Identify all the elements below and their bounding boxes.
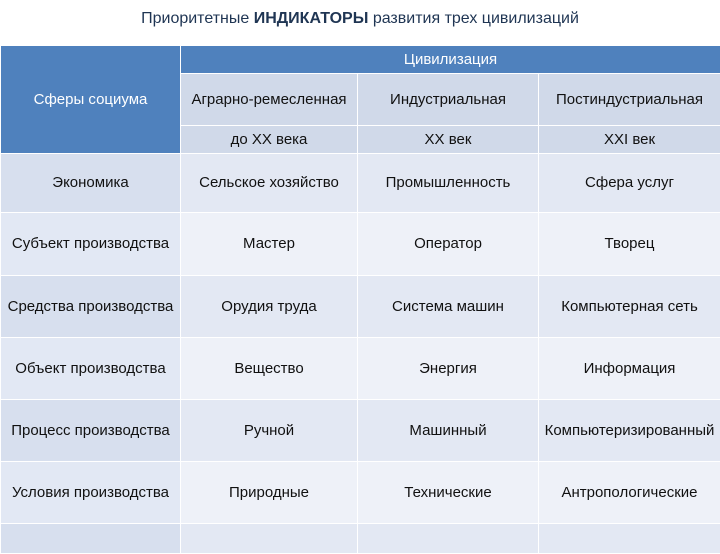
table-row [1, 154, 720, 213]
title-prefix: Приоритетные [141, 10, 249, 27]
group-header: Цивилизация [181, 46, 720, 74]
corner-header: Сферы социума [1, 46, 181, 154]
table-cell [358, 524, 539, 554]
table-cell: Оператор [358, 213, 539, 276]
row-label: Средства производства [1, 276, 181, 338]
table-row [1, 276, 720, 338]
table-cell: Антропологические [539, 462, 720, 524]
title-caps: ИНДИКАТОРЫ [254, 10, 369, 27]
table-cell: Машинный [358, 400, 539, 462]
row-label: Экономика [1, 154, 181, 213]
table-row [1, 338, 720, 400]
column-header-postindustrial: Постиндустриальная [539, 74, 720, 126]
table-cell: Информация [539, 338, 720, 400]
row-label: Процесс производства [1, 400, 181, 462]
slide-title [0, 10, 720, 28]
column-period-agrarian: до XX века [181, 126, 358, 154]
title-suffix: развития трех цивилизаций [373, 10, 579, 27]
column-header-industrial: Индустриальная [358, 74, 539, 126]
table-cell: Ручной [181, 400, 358, 462]
table-row [1, 400, 720, 462]
row-label: Субъект производства [1, 213, 181, 276]
column-period-industrial: XX век [358, 126, 539, 154]
table-row [1, 524, 720, 554]
table-cell: Компьютерная сеть [539, 276, 720, 338]
table-cell: Природные [181, 462, 358, 524]
table-cell: Сфера услуг [539, 154, 720, 213]
table-cell: Компьютеризированный [539, 400, 720, 462]
table-cell: Промышленность [358, 154, 539, 213]
table-cell: Творец [539, 213, 720, 276]
table-cell: Технические [358, 462, 539, 524]
row-label [1, 524, 181, 554]
civilizations-table [0, 45, 720, 554]
table-cell: Орудия труда [181, 276, 358, 338]
table-cell: Сельское хозяйство [181, 154, 358, 213]
row-label: Объект производства [1, 338, 181, 400]
column-header-agrarian: Аграрно-ремесленная [181, 74, 358, 126]
table-cell: Система машин [358, 276, 539, 338]
column-period-postindustrial: XXI век [539, 126, 720, 154]
table-cell [181, 524, 358, 554]
table-cell: Мастер [181, 213, 358, 276]
table-cell: Вещество [181, 338, 358, 400]
row-label: Условия производства [1, 462, 181, 524]
table-row [1, 213, 720, 276]
table-cell: Энергия [358, 338, 539, 400]
table-row [1, 462, 720, 524]
table-cell [539, 524, 720, 554]
